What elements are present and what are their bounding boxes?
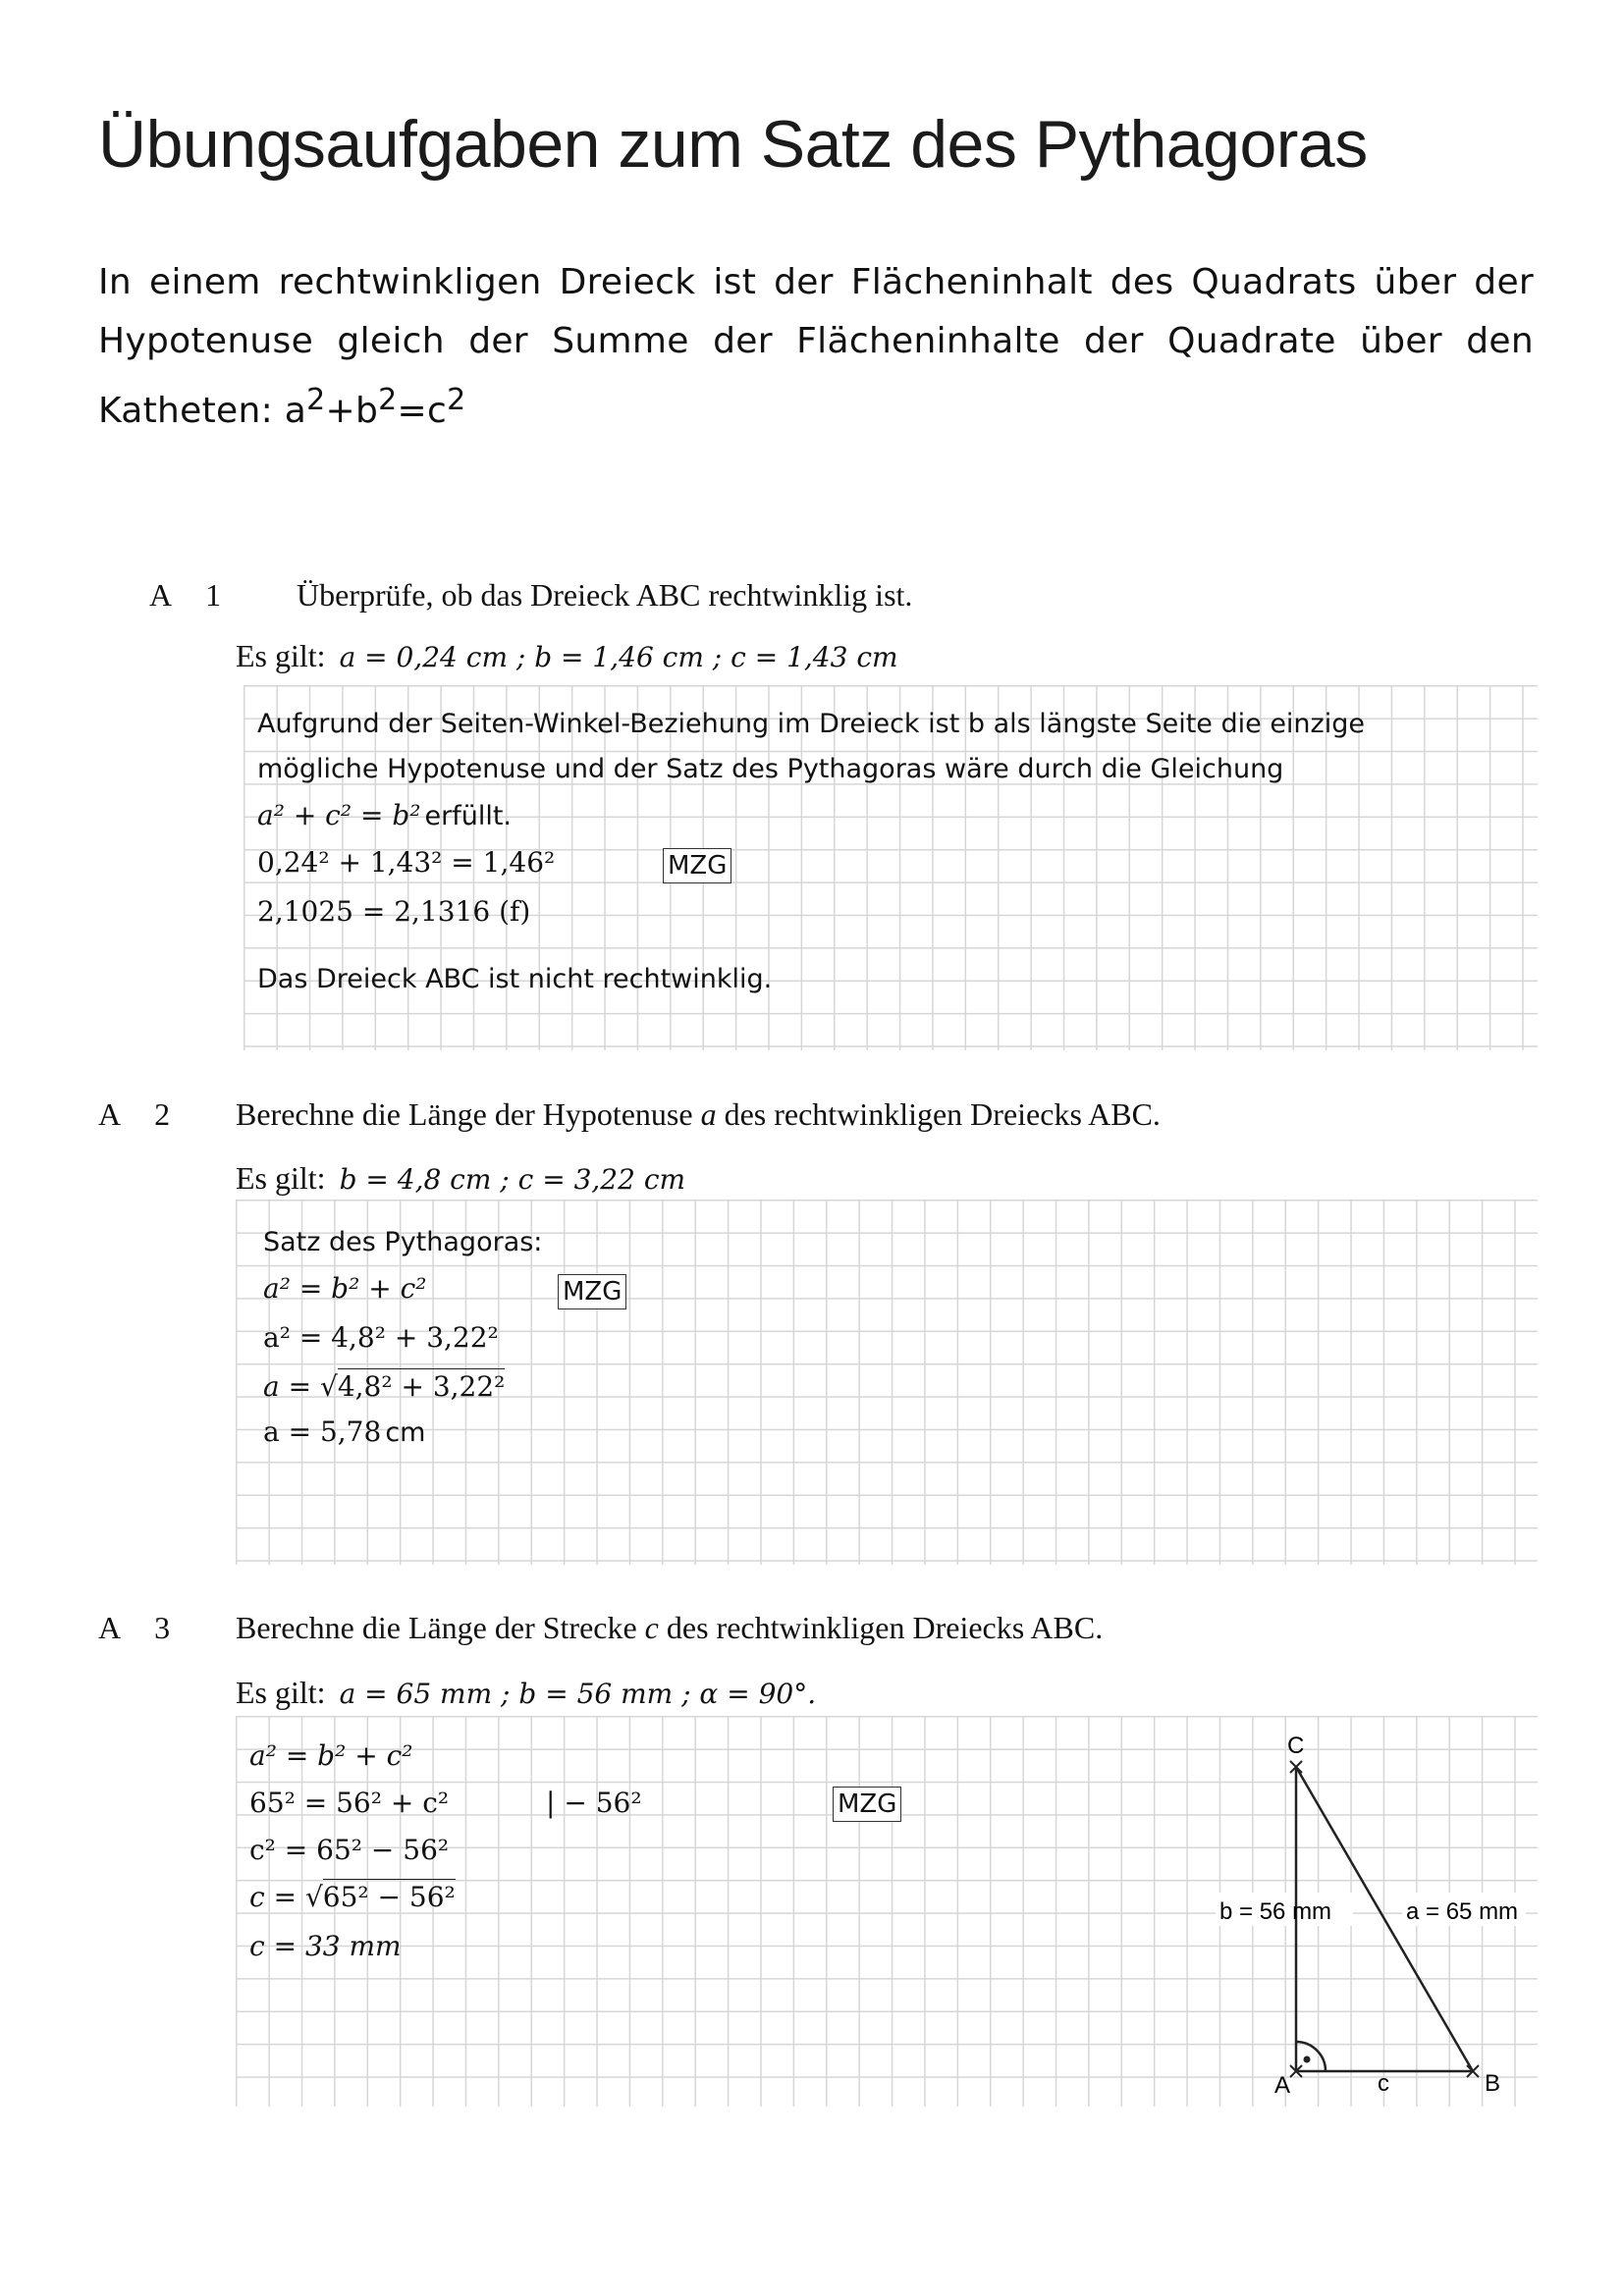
- exercise-1-number: A 1: [149, 577, 222, 613]
- ex1-mzg-box: MZG: [663, 848, 731, 883]
- vertex-a-label: A: [1274, 2072, 1291, 2099]
- ex2-heading: Satz des Pythagoras:: [263, 1227, 543, 1257]
- ex1-solution-line-4: 0,24² + 1,43² = 1,46²: [257, 846, 556, 879]
- exercise-2-task: Berechne die Länge der Hypotenuse a des rechtwinkligen Dreiecks ABC.: [236, 1096, 1161, 1132]
- exercise-1-task: Überprüfe, ob das Dreieck ABC rechtwinklig ist.: [297, 577, 913, 613]
- intro-formula: Katheten: $a^2+b^2=c^2$: [98, 383, 466, 431]
- ex2-solution-line-1: a² = b² + c²: [263, 1272, 427, 1305]
- exercise-1-givens: Es gilt: a = 0,24 cm ; b = 1,46 cm ; c = 1,43 cm: [236, 638, 898, 673]
- ex3-mzg-box: MZG: [833, 1787, 901, 1822]
- ex2-solution-line-4: a = 5,78 cm: [263, 1415, 426, 1448]
- triangle-figure: [1198, 1720, 1532, 2103]
- exercise-3-number: A 3: [98, 1610, 171, 1645]
- ex1-solution-line-1: Aufgrund der Seiten-Winkel-Beziehung im Dreieck ist b als längste Seite die einzige: [257, 709, 1365, 739]
- ex1-solution-line-5: 2,1025 = 2,1316 (f): [257, 895, 531, 928]
- ex1-solution-line-2: mögliche Hypotenuse und der Satz des Pythagoras wäre durch die Gleichung: [257, 754, 1284, 784]
- ex2-solution-line-3: a = √4,8² + 3,22²: [263, 1370, 506, 1403]
- ex3-solution-line-5: c = 33 mm: [249, 1930, 402, 1962]
- side-a-label: a = 65 mm: [1406, 1898, 1519, 1925]
- ex3-solution-line-4: c = √65² − 56²: [249, 1881, 456, 1913]
- ex2-mzg-box: MZG: [558, 1274, 626, 1309]
- vertex-b-label: B: [1485, 2070, 1501, 2097]
- ex1-conclusion: Das Dreieck ABC ist nicht rechtwinklig.: [257, 964, 773, 994]
- vertex-c-label: C: [1287, 1733, 1305, 1759]
- intro-paragraph: [98, 253, 1534, 441]
- ex3-solution-line-3: c² = 65² − 56²: [249, 1834, 450, 1866]
- ex3-solution-line-1: a² = b² + c²: [249, 1739, 413, 1772]
- exercise-3-task: Berechne die Länge der Strecke c des rechtwinkligen Dreiecks ABC.: [236, 1610, 1104, 1645]
- side-c-label: c: [1378, 2070, 1389, 2097]
- ex3-operation: | − 56²: [546, 1787, 642, 1819]
- radicand: 65² − 56²: [322, 1881, 456, 1913]
- intro-text: In einem rechtwinkligen Dreieck ist der Flächeninhalt des Quadrats über der Hypotenuse gleich der Summe der Flächeninhalte der Quadrate über den: [98, 262, 1534, 361]
- right-angle-dot: [1304, 2056, 1311, 2063]
- sqrt-sign: √: [319, 1370, 338, 1403]
- exercise-2-givens: Es gilt: b = 4,8 cm ; c = 3,22 cm: [236, 1160, 686, 1196]
- exercise-3-givens: Es gilt: a = 65 mm ; b = 56 mm ; α = 90°.: [236, 1675, 817, 1710]
- ex1-solution-line-3: a² + c² = b² erfüllt.: [257, 799, 513, 831]
- side-b-label: b = 56 mm: [1219, 1898, 1332, 1925]
- exercise-2-number: A 2: [98, 1096, 171, 1132]
- radicand: 4,8² + 3,22²: [337, 1370, 506, 1403]
- page-title: Übungsaufgaben zum Satz des Pythagoras: [98, 107, 1368, 182]
- sqrt-sign: √: [304, 1881, 323, 1913]
- ex3-solution-line-2: 65² = 56² + c²: [249, 1787, 450, 1819]
- ex2-solution-line-2: a² = 4,8² + 3,22²: [263, 1321, 499, 1354]
